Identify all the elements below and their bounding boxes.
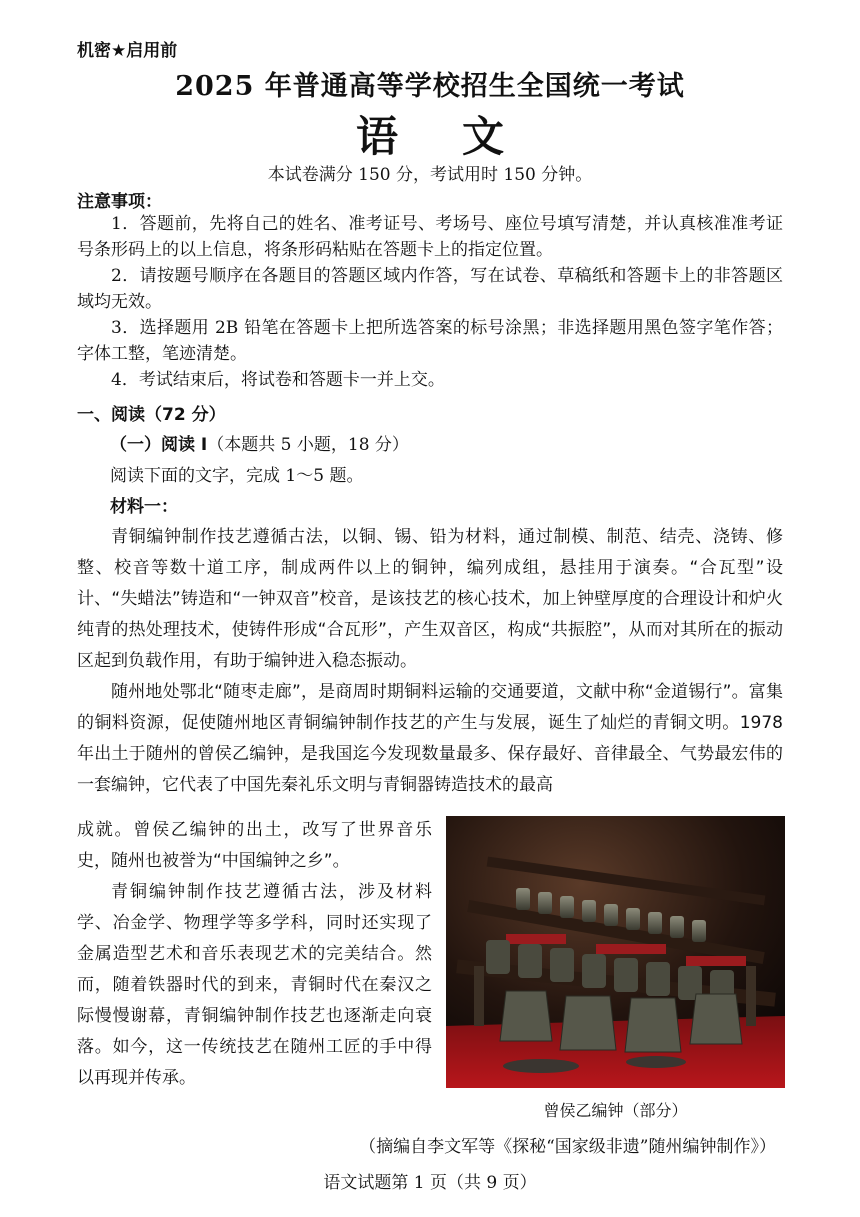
passage-paragraph-2-continued: 成就。曾侯乙编钟的出土，改写了世界音乐史，随州也被誉为“中国编钟之乡”。 <box>77 820 432 871</box>
subsection-title <box>110 430 409 455</box>
passage-paragraph-2: 随州地处鄂北“随枣走廊”，是商周时期铜料运输的交通要道，文献中称“金道锡行”。富集的铜料资源，促使随州地区青铜编钟制作技艺的产生与发展，诞生了灿烂的青铜文明。1978 年出土于随州的曾侯乙编钟，是我国迄今发现数量最多、保存最好、音律最全、气势最宏伟的一套编钟，它代表了中国先秦礼乐文明与青铜器铸造技术的最高 <box>77 682 783 795</box>
instruction-item-4: 4．考试结束后，将试卷和答题卡一并上交。 <box>111 370 445 390</box>
instruction-item-3: 3．选择题用 2B 铅笔在答题卡上把所选答案的标号涂黑；非选择题用黑色签字笔作答；字体工整，笔迹清楚。 <box>77 318 783 364</box>
passage-source: （摘编自李文军等《探秘“国家级非遗”随州编钟制作》） <box>359 1137 776 1157</box>
passage-left-column <box>77 815 432 1094</box>
photo-caption: 曾侯乙编钟（部分） <box>543 1101 688 1120</box>
material-label: 材料一： <box>110 497 178 517</box>
subject-char-2: 文 <box>462 112 505 161</box>
subsection-detail: （本题共 5 小题，18 分） <box>207 435 409 455</box>
passage-paragraph-3: 青铜编钟制作技艺遵循古法，涉及材料学、冶金学、物理学等多学科，同时还实现了金属造型艺术和音乐表现艺术的完美结合。然而，随着铁器时代的到来，青铜时代在秦汉之际慢慢谢幕，青铜编钟制作技艺也逐渐走向衰落。如今，这一传统技艺在随州工匠的手中得以再现并传承。 <box>77 882 432 1088</box>
subsection-name: （一）阅读 I <box>110 435 208 455</box>
page-number: 语文试题第 1 页（共 9 页） <box>323 1173 537 1193</box>
score-time-note: 本试卷满分 150 分，考试用时 150 分钟。 <box>267 165 593 185</box>
reading-direction: 阅读下面的文字，完成 1～5 题。 <box>110 466 364 486</box>
subject-char-1: 语 <box>355 112 398 161</box>
instruction-item-1: 1．答题前，先将自己的姓名、准考证号、考场号、座位号填写清楚，并认真核准准考证号条形码上的以上信息，将条形码粘贴在答题卡上的指定位置。 <box>77 214 783 260</box>
subject-title <box>0 104 860 164</box>
bianzhong-photo <box>446 816 785 1088</box>
instructions-title: 注意事项： <box>77 192 162 212</box>
bianzhong-illustration <box>446 816 785 1088</box>
section-title: 一、阅读（72 分） <box>77 405 226 425</box>
confidential-mark: 机密★启用前 <box>77 41 178 61</box>
passage-top <box>77 522 783 801</box>
instruction-item-2: 2．请按题号顺序在各题目的答题区域内作答，写在试卷、草稿纸和答题卡上的非答题区域均无效。 <box>77 266 783 312</box>
passage-paragraph-1: 青铜编钟制作技艺遵循古法，以铜、锡、铅为材料，通过制模、制范、结壳、浇铸、修整、校音等数十道工序，制成两件以上的铜钟，编列成组，悬挂用于演奏。“合瓦型”设计、“失蜡法”铸造和“一钟双音”校音，是该技艺的核心技术，加上钟壁厚度的合理设计和炉火纯青的热处理技术，使铸件形成“合瓦形”，产生双音区，构成“共振腔”，从而对其所在的振动区起到负载作用，有助于编钟进入稳态振动。 <box>77 527 783 671</box>
exam-title: 2025 年普通高等学校招生全国统一考试 <box>175 71 685 102</box>
instructions-list <box>77 211 783 393</box>
